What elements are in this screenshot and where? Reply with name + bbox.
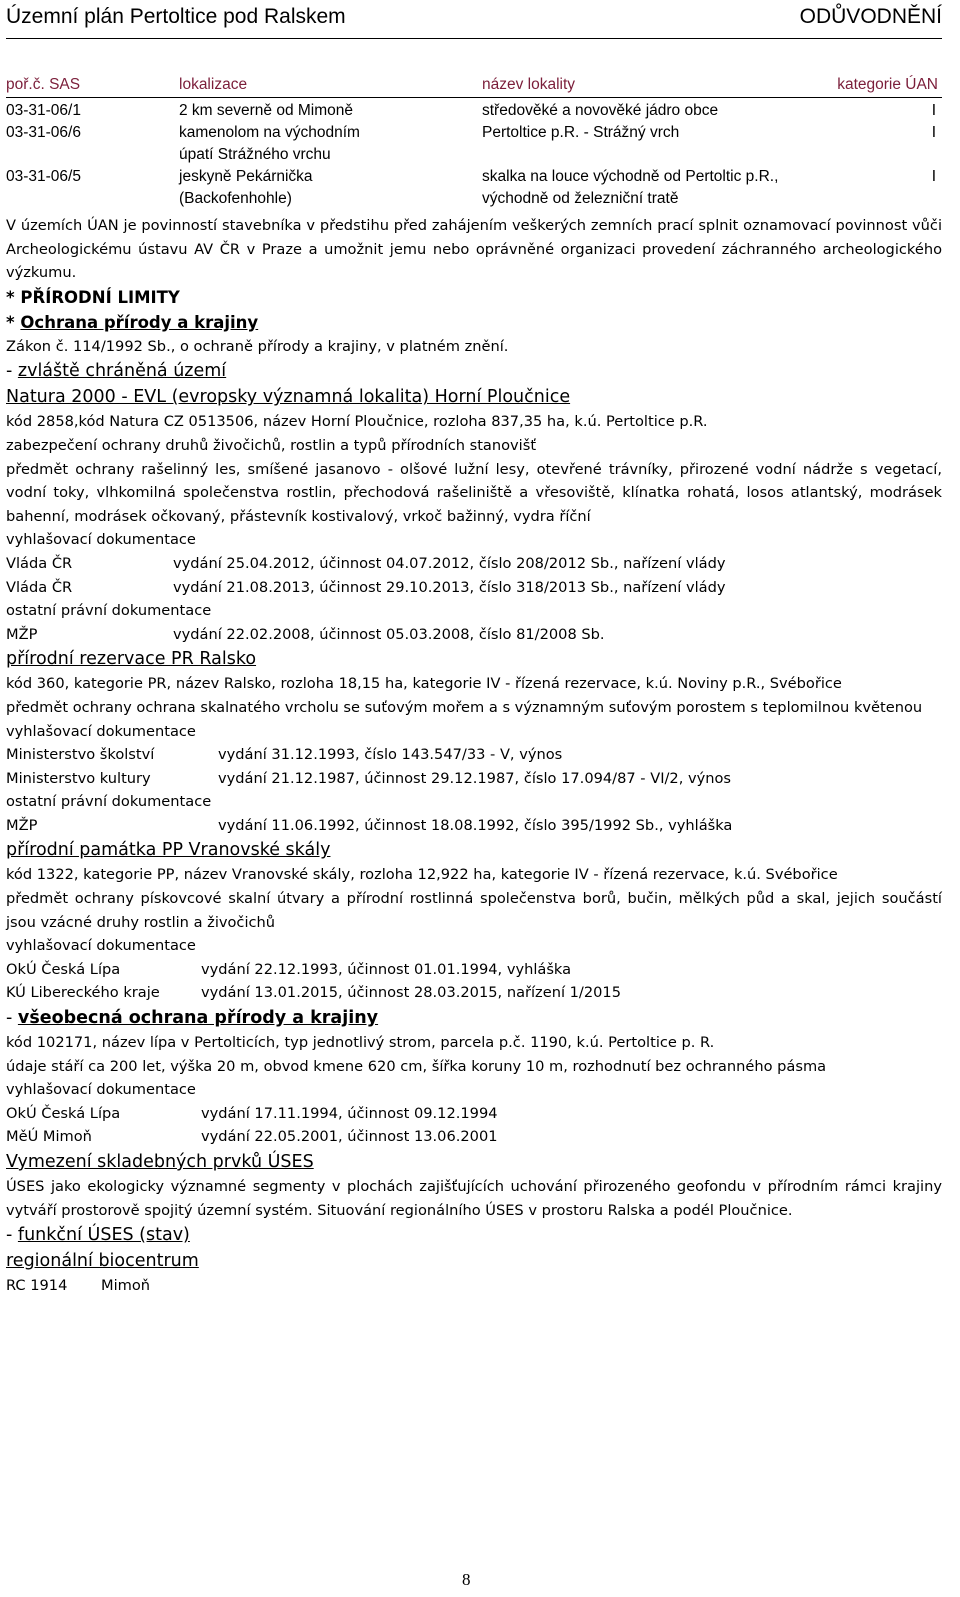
intro-paragraph: V územích ÚAN je povinností stavebníka v předstihu před zahájením veškerých zemních prací splnit oznamovací povinnost vůči Archeologickému ústavu AV ČR v Praze a umožnit jemu nebo oprávněné organizaci provedení záchranného archeologického výzkumu.	[6, 217, 942, 282]
docs-label: vyhlašovací dokumentace	[6, 937, 196, 955]
column-header: název lokality	[482, 76, 576, 93]
doc-detail: vydání 22.05.2001, účinnost 13.06.2001	[201, 1128, 498, 1146]
table-header	[6, 73, 942, 98]
doc-row	[6, 1125, 942, 1149]
section-title: ODŮVODNĚNÍ	[799, 5, 942, 28]
pp-code: kód 1322, kategorie PP, název Vranovské skály, rozloha 12,922 ha, kategorie IV - řízená rezervace, k.ú. Svébořice	[6, 866, 838, 884]
table-cell: 03-31-06/1	[6, 102, 81, 119]
column-header: poř.č. SAS	[6, 76, 81, 93]
document-body	[6, 214, 942, 1298]
table-cell: I	[931, 124, 936, 141]
heading-natural-limits	[6, 285, 942, 310]
pr-code: kód 360, kategorie PR, název Ralsko, rozloha 18,15 ha, kategorie IV - řízená rezervace, k.ú. Noviny p.R., Svébořice	[6, 675, 842, 693]
heading-text: zvláště chráněná území	[17, 361, 227, 382]
doc-detail: vydání 22.12.1993, účinnost 01.01.1994, vyhláška	[201, 960, 572, 978]
pp-title: přírodní památka PP Vranovské skály	[6, 840, 331, 861]
table-cell: 03-31-06/5	[6, 168, 81, 185]
doc-detail: vydání 13.01.2015, účinnost 28.03.2015, nařízení 1/2015	[201, 984, 621, 1002]
doc-issuer: MŽP	[6, 816, 38, 834]
natura-code: kód 2858,kód Natura CZ 0513506, název Horní Ploučnice, rozloha 837,35 ha, k.ú. Pertoltice p.R.	[6, 413, 708, 431]
column-header: lokalizace	[179, 76, 248, 93]
other-docs-label: ostatní právní dokumentace	[6, 602, 212, 620]
biocentre-name: Mimoň	[101, 1277, 151, 1295]
doc-row	[6, 576, 942, 600]
biocentre-row	[6, 1274, 942, 1298]
functional-uses-heading	[6, 1222, 942, 1248]
doc-issuer: Vláda ČR	[6, 578, 73, 596]
natura-title: Natura 2000 - EVL (evropsky významná lokalita) Horní Ploučnice	[6, 387, 571, 408]
doc-row	[6, 743, 942, 767]
document-title: Územní plán Pertoltice pod Ralskem	[6, 5, 346, 28]
docs-label: vyhlašovací dokumentace	[6, 722, 196, 740]
doc-detail: vydání 21.08.2013, účinnost 29.10.2013, číslo 318/2013 Sb., nařízení vlády	[173, 578, 726, 596]
doc-issuer: OkÚ Česká Lípa	[6, 960, 121, 978]
doc-issuer: Ministerstvo kultury	[6, 769, 151, 787]
doc-row	[6, 958, 942, 982]
table-cell: jeskyně Pekárnička	[179, 168, 313, 185]
table-cell: I	[931, 102, 936, 119]
doc-issuer: Vláda ČR	[6, 554, 73, 572]
natura-purpose: zabezpečení ochrany druhů živočichů, rostlin a typů přírodních stanovišť	[6, 436, 537, 454]
docs-label: vyhlašovací dokumentace	[6, 1081, 196, 1099]
table-cell: (Backofenhohle)	[179, 190, 292, 207]
doc-detail: vydání 21.12.1987, účinnost 29.12.1987, číslo 17.094/87 - VI/2, výnos	[218, 769, 732, 787]
doc-row	[6, 623, 942, 647]
uses-text: ÚSES jako ekologicky významné segmenty v plochách zajišťujících uchování přirozeného geofondu v přírodním rámci krajiny vytváří prostorově spojitý územní systém. Situování regionálního ÚSES v prostoru Ralska a podél Ploučnice.	[6, 1178, 942, 1219]
page-header	[6, 0, 942, 39]
table-cell: 03-31-06/6	[6, 124, 81, 141]
heading-text: funkční ÚSES (stav)	[17, 1225, 190, 1246]
doc-detail: vydání 17.11.1994, účinnost 09.12.1994	[201, 1104, 498, 1122]
doc-row	[6, 767, 942, 791]
doc-row	[6, 981, 942, 1005]
heading-special-areas	[6, 358, 942, 384]
doc-issuer: OkÚ Česká Lípa	[6, 1104, 121, 1122]
general-protection-heading	[6, 1005, 942, 1031]
page-number: 8	[462, 1570, 471, 1589]
uses-title: Vymezení skladebných prvků ÚSES	[6, 1152, 314, 1172]
tree-code: kód 102171, název lípa v Pertolticích, typ jednotlivý strom, parcela p.č. 1190, k.ú. Pertoltice p. R.	[6, 1034, 715, 1052]
heading-text: PŘÍRODNÍ LIMITY	[20, 287, 180, 307]
archaeology-table	[6, 73, 942, 210]
table-row	[6, 100, 942, 122]
doc-row	[6, 1102, 942, 1126]
pp-subject: předmět ochrany pískovcové skalní útvary a přírodní rostlinná společenstva borů, bučin, mělkých půd a skal, jejich součástí jsou vzácné druhy rostlin a živočichů	[6, 890, 942, 931]
regional-biocentre-heading: regionální biocentrum	[6, 1251, 199, 1272]
dash: -	[6, 1008, 13, 1029]
law-reference: Zákon č. 114/1992 Sb., o ochraně přírody a krajiny, v platném znění.	[6, 337, 509, 355]
table-cell: I	[931, 168, 936, 185]
pr-subject: předmět ochrany ochrana skalnatého vrcholu se suťovým mořem a s významným suťovým porostem s teplomilnou květenou	[6, 698, 923, 716]
pr-title: přírodní rezervace PR Ralsko	[6, 649, 257, 670]
table-row	[6, 122, 942, 144]
doc-detail: vydání 22.02.2008, účinnost 05.03.2008, číslo 81/2008 Sb.	[173, 625, 605, 643]
dash: -	[6, 361, 13, 382]
table-cell: skalka na louce východně od Pertoltic p.R.,	[482, 168, 779, 185]
biocentre-code: RC 1914	[6, 1277, 68, 1295]
table-cell: kamenolom na východním	[179, 124, 360, 141]
dash: -	[6, 1225, 13, 1246]
table-cell: středověké a novověké jádro obce	[482, 102, 719, 119]
doc-issuer: MŽP	[6, 625, 38, 643]
table-cell: úpatí Strážného vrchu	[179, 146, 331, 163]
heading-text: Ochrana přírody a krajiny	[20, 312, 259, 332]
document-page	[6, 0, 942, 1298]
heading-nature-protection	[6, 310, 942, 335]
heading-text: všeobecná ochrana přírody a krajiny	[17, 1008, 379, 1029]
doc-row	[6, 552, 942, 576]
table-row	[6, 166, 942, 188]
other-docs-label: ostatní právní dokumentace	[6, 793, 212, 811]
doc-issuer: KÚ Libereckého kraje	[6, 984, 160, 1002]
table-cell: 2 km severně od Mimoně	[179, 102, 354, 119]
bullet-star: *	[6, 312, 15, 332]
table-row-continuation	[6, 144, 942, 166]
doc-row	[6, 814, 942, 838]
doc-detail: vydání 31.12.1993, číslo 143.547/33 - V, výnos	[218, 746, 563, 764]
doc-issuer: MěÚ Mimoň	[6, 1128, 92, 1146]
tree-data: údaje stáří ca 200 let, výška 20 m, obvod kmene 620 cm, šířka koruny 10 m, rozhodnutí bez ochranného pásma	[6, 1057, 827, 1075]
column-header: kategorie ÚAN	[837, 76, 938, 93]
table-cell: východně od železniční tratě	[482, 190, 679, 207]
natura-subject: předmět ochrany rašelinný les, smíšené jasanovo - olšové lužní lesy, otevřené trávníky, přirozené vodní nádrže s vegetací, vodní toky, vlhkomilná společenstva rostlin, přechodová rašeliniště a vřesoviště, klínatka rohatá, losos atlantský, modrásek bahenní, modrásek očkovaný, přástevník kostivalový, vrkoč bažinný, vydra říční	[6, 460, 942, 525]
table-cell: Pertoltice p.R. - Strážný vrch	[482, 124, 680, 141]
table-row-continuation	[6, 188, 942, 210]
bullet-star: *	[6, 287, 15, 307]
doc-issuer: Ministerstvo školství	[6, 746, 155, 764]
doc-detail: vydání 11.06.1992, účinnost 18.08.1992, číslo 395/1992 Sb., vyhláška	[218, 816, 733, 834]
docs-label: vyhlašovací dokumentace	[6, 531, 196, 549]
doc-detail: vydání 25.04.2012, účinnost 04.07.2012, číslo 208/2012 Sb., nařízení vlády	[173, 554, 726, 572]
